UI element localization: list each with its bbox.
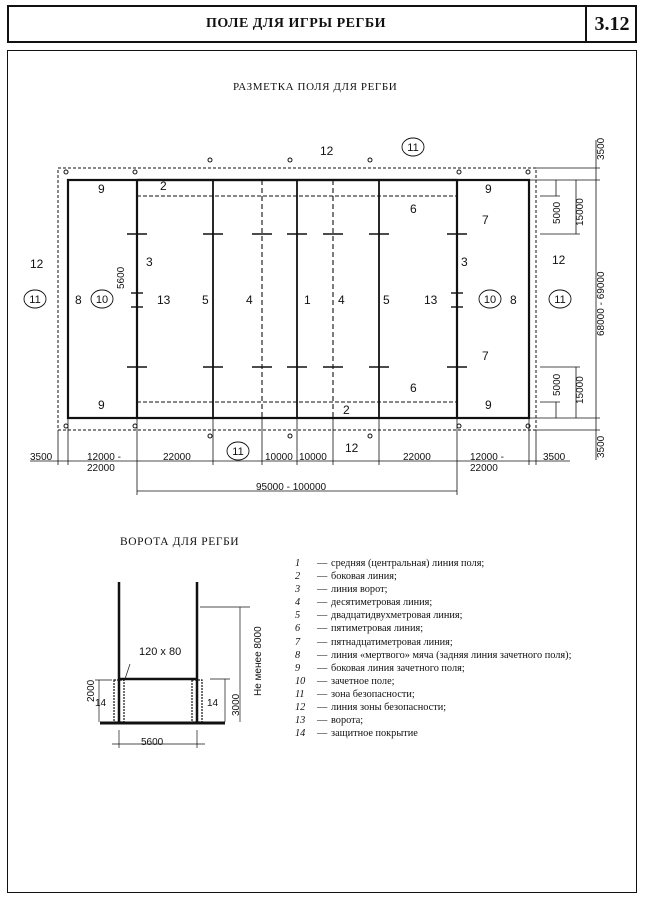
label-2-top: 2 (160, 179, 167, 193)
legend-dash: — (317, 610, 328, 622)
goal-crossbar-section: 120 x 80 (139, 646, 182, 658)
label-9-bl: 9 (98, 398, 105, 412)
legend-item-text: пятнадцатиметровая линия; (331, 636, 453, 648)
dim-left-margin: 3500 (30, 452, 53, 463)
label-5-right: 5 (383, 293, 390, 307)
legend-dash: — (317, 702, 328, 714)
goal-label-14-right: 14 (207, 698, 219, 709)
dim-bottom-5000: 5000 (552, 373, 563, 396)
legend-item-number: 10 (295, 675, 306, 687)
legend-item (295, 557, 625, 570)
legend-dash: — (317, 623, 328, 635)
goal-pad-height: 2000 (86, 679, 97, 702)
legend-dash: — (317, 584, 328, 596)
legend-item-text: боковая линия; (331, 571, 397, 583)
legend-item-number: 11 (295, 688, 305, 700)
goal-post-height: Не менее 8000 (253, 626, 264, 696)
label-11-bottom: 11 (232, 446, 244, 458)
label-4-left: 4 (246, 293, 253, 307)
legend-item-number: 7 (295, 636, 301, 648)
legend-item (295, 714, 625, 727)
legend-item-text: пятиметровая линия; (331, 623, 424, 635)
sheet-title: ПОЛЕ ДЛЯ ИГРЫ РЕГБИ (205, 16, 387, 31)
legend-item-text: средняя (центральная) линия поля; (331, 558, 485, 569)
legend-item (295, 701, 625, 714)
label-6-top: 6 (410, 202, 417, 216)
legend-item (295, 570, 625, 583)
label-5-left: 5 (202, 293, 209, 307)
goal-label-14-left: 14 (95, 698, 107, 709)
label-12-right: 12 (552, 253, 566, 267)
label-13-left: 13 (157, 293, 171, 307)
dim-width-range: 68000 - 69000 (596, 271, 607, 336)
legend-dash: — (317, 597, 328, 609)
label-1: 1 (304, 293, 311, 307)
label-3-right: 3 (461, 255, 468, 269)
legend-item-text: линия ворот; (331, 584, 388, 596)
label-13-right: 13 (424, 293, 438, 307)
legend-item-number: 2 (295, 571, 301, 583)
legend (295, 557, 625, 740)
legend-item-text: защитное покрытие (331, 728, 418, 740)
label-2-bottom: 2 (343, 403, 350, 417)
legend-item-number: 8 (295, 649, 301, 661)
goal-crossbar-height: 3000 (231, 693, 242, 716)
label-3-left: 3 (146, 255, 153, 269)
legend-dash: — (317, 636, 328, 648)
label-9-tl: 9 (98, 182, 105, 196)
dim-post-gap: 5600 (116, 266, 127, 289)
label-11-top: 11 (407, 142, 419, 154)
dim-top-15000: 15000 (575, 198, 586, 226)
legend-item-number: 12 (295, 702, 306, 714)
legend-item-text: двадцатидвухметровая линия; (331, 610, 463, 622)
goal-drawing (95, 582, 250, 748)
label-7-top: 7 (482, 213, 489, 227)
dim-ingoal-right: 12000 -22000 (470, 452, 504, 474)
legend-item (295, 688, 625, 701)
legend-item (295, 675, 625, 688)
label-10-right: 10 (483, 294, 497, 306)
legend-item-number: 13 (295, 715, 306, 727)
field-plan-title: РАЗМЕТКА ПОЛЯ ДЛЯ РЕГБИ (233, 81, 398, 93)
legend-item-number: 6 (295, 623, 301, 635)
legend-item (295, 622, 625, 635)
legend-dash: — (317, 558, 328, 569)
legend-item-text: линия «мертвого» мяча (задняя линия зачетного поля); (331, 649, 572, 661)
legend-dash: — (317, 728, 328, 740)
field-plan (30, 140, 600, 495)
dim-top-5000: 5000 (552, 201, 563, 224)
legend-item (295, 649, 625, 662)
legend-item-text: боковая линия зачетного поля; (331, 662, 465, 674)
legend-item (295, 609, 625, 622)
label-9-br: 9 (485, 398, 492, 412)
legend-dash: — (317, 649, 328, 661)
legend-item-number: 3 (295, 584, 301, 596)
dim-bottom-margin: 3500 (596, 435, 607, 458)
label-9-tr: 9 (485, 182, 492, 196)
label-10-left: 10 (95, 294, 109, 306)
legend-item (295, 662, 625, 675)
dim-right-margin: 3500 (543, 452, 566, 463)
label-4-right: 4 (338, 293, 345, 307)
goal-post-spacing: 5600 (141, 737, 164, 748)
dim-top-margin: 3500 (596, 137, 607, 160)
label-12-bottom: 12 (345, 441, 359, 455)
legend-item-text: ворота; (331, 715, 364, 727)
legend-item-number: 1 (295, 558, 301, 569)
legend-item-text: десятиметровая линия; (331, 597, 433, 609)
legend-dash: — (317, 715, 328, 727)
legend-dash: — (317, 571, 328, 583)
dim-10-right: 10000 (299, 452, 327, 463)
label-6-bottom: 6 (410, 381, 417, 395)
dim-bottom-15000: 15000 (575, 376, 586, 404)
dim-ingoal-left: 12000 -22000 (87, 452, 121, 474)
legend-item-number: 9 (295, 662, 301, 674)
legend-item (295, 596, 625, 609)
legend-item-text: линия зоны безопасности; (331, 702, 447, 714)
label-8-right: 8 (510, 293, 517, 307)
dim-10-left: 10000 (265, 452, 293, 463)
legend-dash: — (317, 688, 328, 700)
legend-dash: — (317, 675, 328, 687)
legend-item (295, 636, 625, 649)
label-11-left: 11 (29, 294, 41, 306)
dim-22-right: 22000 (403, 452, 431, 463)
legend-item-text: зона безопасности; (331, 688, 415, 700)
label-7-bottom: 7 (482, 349, 489, 363)
label-11-right: 11 (554, 294, 566, 306)
legend-item (295, 727, 625, 740)
label-12-top: 12 (320, 144, 334, 158)
label-8-left: 8 (75, 293, 82, 307)
label-12-left: 12 (30, 257, 44, 271)
legend-item (295, 583, 625, 596)
legend-item-number: 5 (295, 610, 301, 622)
goal-title: ВОРОТА ДЛЯ РЕГБИ (120, 536, 240, 548)
legend-item-number: 14 (295, 728, 306, 740)
dim-total-length: 95000 - 100000 (256, 482, 327, 493)
dim-22-left: 22000 (163, 452, 191, 463)
legend-dash: — (317, 662, 328, 674)
legend-item-text: зачетное поле; (331, 675, 395, 687)
legend-item-number: 4 (295, 597, 301, 609)
sheet-number: 3.12 (585, 7, 637, 41)
